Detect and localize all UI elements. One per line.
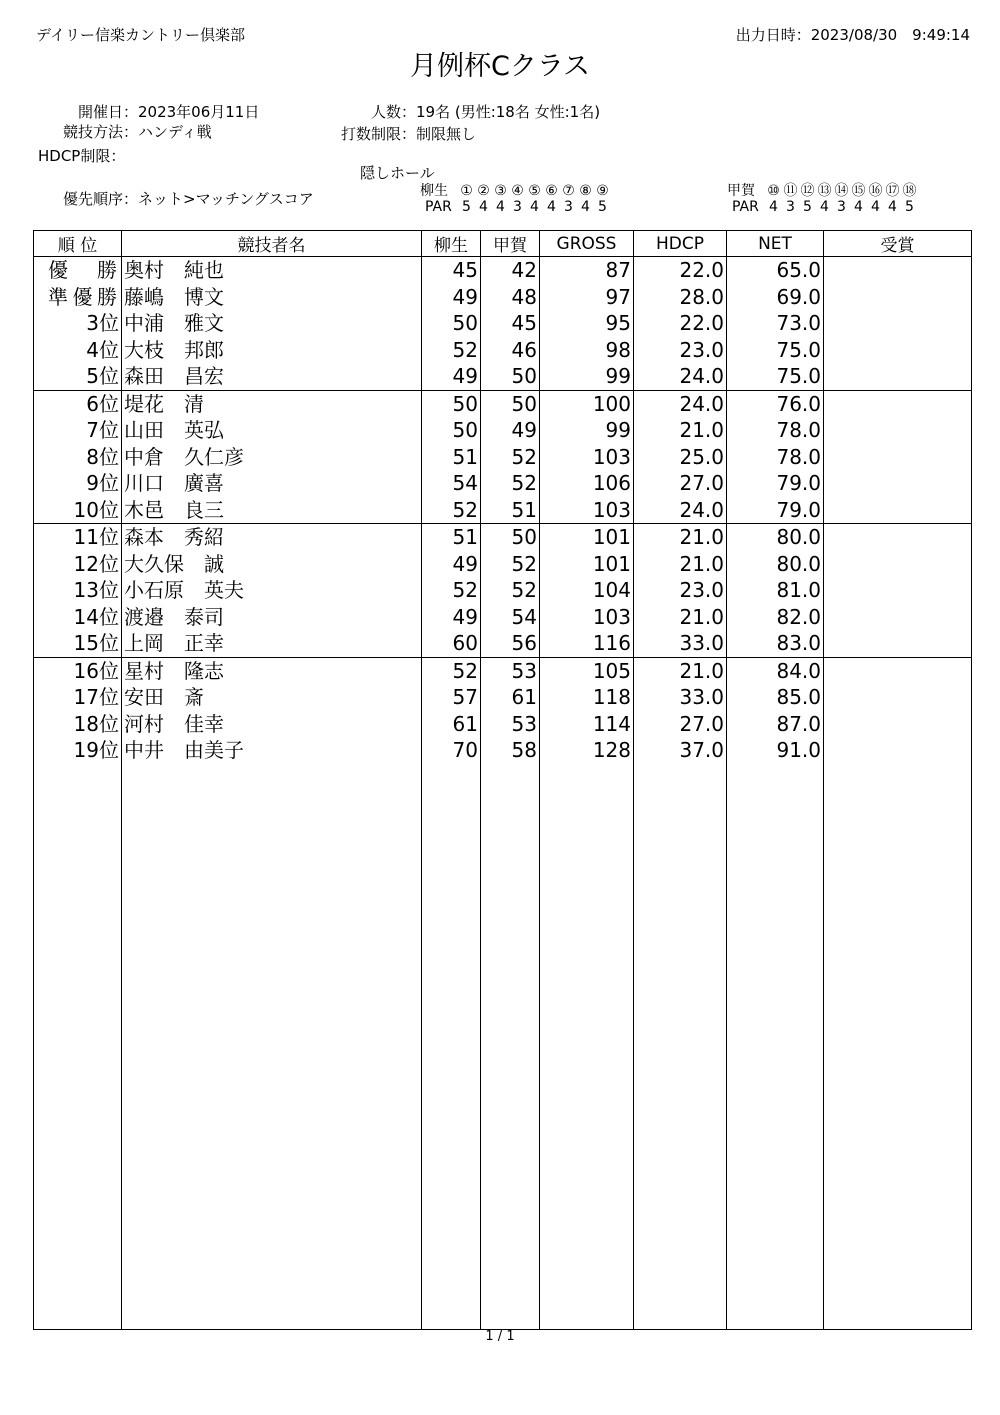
cell-hdcp: 22.0 (634, 257, 727, 284)
printed-timestamp: 出力日時：2023/08/30 9:49:14 (735, 26, 970, 44)
col-header-in: 甲賀 (481, 231, 540, 257)
cell-in: 42 (481, 257, 540, 284)
players-value: 19名 (男性:18名 女性:1名) (416, 103, 601, 121)
cell-name: 上岡 正幸 (122, 630, 422, 657)
cell-out: 52 (422, 337, 481, 364)
course-name: 甲賀 (727, 183, 755, 199)
cell-gross: 103 (540, 444, 634, 471)
hole-number: ⑮ (851, 183, 866, 199)
hole-number: ① (460, 183, 473, 199)
cell-award (824, 630, 972, 657)
par-value: 3 (564, 199, 573, 215)
table-row (34, 497, 972, 524)
date-label: 開催日： (77, 103, 138, 121)
cell-net: 79.0 (727, 470, 824, 497)
cell-rank: 13位 (34, 577, 122, 604)
empty-cell (824, 764, 972, 1330)
cell-gross: 114 (540, 711, 634, 738)
table-row (34, 684, 972, 711)
par-value: 5 (598, 199, 607, 215)
cell-in: 52 (481, 444, 540, 471)
cell-gross: 101 (540, 524, 634, 551)
priority-info (40, 188, 314, 209)
par-value: 3 (837, 199, 846, 215)
col-header-name: 競技者名 (122, 231, 422, 257)
cell-name: 奥村 純也 (122, 257, 422, 284)
cell-hdcp: 23.0 (634, 577, 727, 604)
cell-net: 85.0 (727, 684, 824, 711)
cell-in: 50 (481, 390, 540, 417)
cell-award (824, 657, 972, 684)
cell-hdcp: 24.0 (634, 497, 727, 524)
cell-out: 60 (422, 630, 481, 657)
hole-number: ⑭ (834, 183, 849, 199)
table-row (34, 257, 972, 284)
cell-name: 川口 廣喜 (122, 470, 422, 497)
course-in-pars (727, 199, 918, 215)
hole-number: ③ (494, 183, 507, 199)
cell-in: 53 (481, 657, 540, 684)
table-row (34, 630, 972, 657)
hole-number: ⑯ (868, 183, 883, 199)
course-out-pars (420, 199, 611, 215)
table-row (34, 363, 972, 390)
col-header-gross: GROSS (540, 231, 634, 257)
cell-award (824, 497, 972, 524)
cell-hdcp: 27.0 (634, 711, 727, 738)
method-info (40, 121, 212, 142)
par-value: 5 (462, 199, 471, 215)
cell-rank: 準優勝 (34, 284, 122, 311)
cell-award (824, 417, 972, 444)
cell-hdcp: 21.0 (634, 524, 727, 551)
cell-hdcp: 21.0 (634, 551, 727, 578)
cell-name: 大久保 誠 (122, 551, 422, 578)
cell-rank: 優 勝 (34, 257, 122, 284)
cell-name: 渡邉 泰司 (122, 604, 422, 631)
table-row (34, 551, 972, 578)
par-value: 3 (786, 199, 795, 215)
cell-gross: 103 (540, 497, 634, 524)
empty-cell (634, 764, 727, 1330)
cell-in: 54 (481, 604, 540, 631)
limit-label: 打数制限： (340, 125, 416, 143)
cell-net: 69.0 (727, 284, 824, 311)
hole-number: ⑥ (545, 183, 558, 199)
page-number: 1 / 1 (485, 1329, 515, 1344)
cell-name: 山田 英弘 (122, 417, 422, 444)
cell-rank: 17位 (34, 684, 122, 711)
table-row (34, 390, 972, 417)
cell-out: 52 (422, 577, 481, 604)
hole-number: ⑪ (783, 183, 798, 199)
course-name: 柳生 (420, 183, 448, 199)
hole-number: ⑫ (800, 183, 815, 199)
cell-hdcp: 27.0 (634, 470, 727, 497)
cell-hdcp: 33.0 (634, 630, 727, 657)
priority-value: ネット>マッチングスコア (138, 190, 314, 208)
cell-gross: 106 (540, 470, 634, 497)
par-label: PAR (425, 199, 452, 215)
cell-out: 51 (422, 444, 481, 471)
cell-in: 61 (481, 684, 540, 711)
col-header-rank: 順 位 (34, 231, 122, 257)
cell-gross: 95 (540, 310, 634, 337)
cell-net: 80.0 (727, 551, 824, 578)
cell-out: 45 (422, 257, 481, 284)
table-row (34, 711, 972, 738)
cell-gross: 118 (540, 684, 634, 711)
par-value: 4 (871, 199, 880, 215)
par-value: 4 (581, 199, 590, 215)
table-row (34, 577, 972, 604)
col-header-out: 柳生 (422, 231, 481, 257)
cell-name: 安田 斎 (122, 684, 422, 711)
cell-hdcp: 22.0 (634, 310, 727, 337)
empty-cell (540, 764, 634, 1330)
cell-award (824, 257, 972, 284)
limit-value: 制限無し (416, 125, 477, 143)
cell-rank: 16位 (34, 657, 122, 684)
cell-gross: 128 (540, 737, 634, 764)
table-header-row (34, 231, 972, 257)
cell-net: 78.0 (727, 417, 824, 444)
cell-in: 58 (481, 737, 540, 764)
cell-out: 70 (422, 737, 481, 764)
cell-out: 49 (422, 551, 481, 578)
cell-name: 中倉 久仁彦 (122, 444, 422, 471)
cell-gross: 103 (540, 604, 634, 631)
cell-net: 73.0 (727, 310, 824, 337)
limit-info (316, 123, 476, 144)
hole-number: ⑨ (596, 183, 609, 199)
cell-in: 49 (481, 417, 540, 444)
course-out-holes (420, 180, 611, 200)
cell-out: 49 (422, 284, 481, 311)
par-value: 5 (905, 199, 914, 215)
cell-award (824, 524, 972, 551)
table-filler-row (34, 764, 972, 1330)
par-value: 4 (479, 199, 488, 215)
cell-in: 50 (481, 363, 540, 390)
empty-cell (422, 764, 481, 1330)
par-value: 4 (530, 199, 539, 215)
par-value: 5 (803, 199, 812, 215)
cell-out: 52 (422, 497, 481, 524)
cell-in: 52 (481, 577, 540, 604)
cell-rank: 6位 (34, 390, 122, 417)
cell-name: 大枝 邦郎 (122, 337, 422, 364)
cell-net: 76.0 (727, 390, 824, 417)
page-title: 月例杯Cクラス (409, 51, 591, 82)
cell-name: 森田 昌宏 (122, 363, 422, 390)
cell-in: 51 (481, 497, 540, 524)
method-value: ハンディ戦 (138, 123, 212, 141)
cell-name: 藤嶋 博文 (122, 284, 422, 311)
cell-hdcp: 21.0 (634, 417, 727, 444)
col-header-hdcp: HDCP (634, 231, 727, 257)
par-value: 4 (854, 199, 863, 215)
par-value: 4 (547, 199, 556, 215)
cell-out: 50 (422, 310, 481, 337)
cell-award (824, 337, 972, 364)
cell-name: 中浦 雅文 (122, 310, 422, 337)
cell-rank: 14位 (34, 604, 122, 631)
hole-number: ⑧ (579, 183, 592, 199)
date-info (40, 101, 259, 122)
cell-rank: 12位 (34, 551, 122, 578)
cell-gross: 105 (540, 657, 634, 684)
cell-award (824, 604, 972, 631)
cell-in: 52 (481, 470, 540, 497)
cell-net: 65.0 (727, 257, 824, 284)
cell-in: 45 (481, 310, 540, 337)
par-value: 4 (820, 199, 829, 215)
table-row (34, 284, 972, 311)
cell-name: 河村 佳幸 (122, 711, 422, 738)
empty-cell (122, 764, 422, 1330)
cell-hdcp: 24.0 (634, 390, 727, 417)
cell-award (824, 390, 972, 417)
hole-number: ⑦ (562, 183, 575, 199)
cell-name: 堤花 清 (122, 390, 422, 417)
cell-out: 61 (422, 711, 481, 738)
cell-in: 46 (481, 337, 540, 364)
table-row (34, 524, 972, 551)
cell-in: 48 (481, 284, 540, 311)
cell-rank: 18位 (34, 711, 122, 738)
cell-name: 小石原 英夫 (122, 577, 422, 604)
cell-rank: 7位 (34, 417, 122, 444)
method-label: 競技方法： (62, 123, 138, 141)
players-info (340, 101, 600, 122)
par-value: 4 (888, 199, 897, 215)
table-row (34, 310, 972, 337)
players-label: 人数： (370, 103, 416, 121)
cell-rank: 4位 (34, 337, 122, 364)
cell-net: 91.0 (727, 737, 824, 764)
cell-hdcp: 23.0 (634, 337, 727, 364)
cell-net: 75.0 (727, 363, 824, 390)
empty-cell (727, 764, 824, 1330)
cell-name: 森本 秀紹 (122, 524, 422, 551)
table-row (34, 657, 972, 684)
par-value: 4 (496, 199, 505, 215)
cell-award (824, 363, 972, 390)
cell-gross: 99 (540, 417, 634, 444)
cell-name: 木邑 良三 (122, 497, 422, 524)
cell-rank: 19位 (34, 737, 122, 764)
table-row (34, 337, 972, 364)
hole-number: ⑤ (528, 183, 541, 199)
cell-hdcp: 24.0 (634, 363, 727, 390)
cell-rank: 11位 (34, 524, 122, 551)
cell-award (824, 577, 972, 604)
cell-gross: 116 (540, 630, 634, 657)
hole-number: ⑰ (885, 183, 900, 199)
cell-award (824, 551, 972, 578)
cell-rank: 5位 (34, 363, 122, 390)
table-row (34, 604, 972, 631)
cell-hdcp: 28.0 (634, 284, 727, 311)
cell-gross: 100 (540, 390, 634, 417)
cell-net: 80.0 (727, 524, 824, 551)
cell-gross: 98 (540, 337, 634, 364)
cell-gross: 97 (540, 284, 634, 311)
par-label: PAR (732, 199, 759, 215)
cell-net: 87.0 (727, 711, 824, 738)
cell-in: 53 (481, 711, 540, 738)
hidden-holes-label: 隠しホール (360, 164, 435, 182)
cell-gross: 87 (540, 257, 634, 284)
table-row (34, 470, 972, 497)
cell-net: 78.0 (727, 444, 824, 471)
table-row (34, 444, 972, 471)
cell-net: 84.0 (727, 657, 824, 684)
cell-net: 83.0 (727, 630, 824, 657)
table-row (34, 737, 972, 764)
hole-number: ⑬ (817, 183, 832, 199)
cell-hdcp: 33.0 (634, 684, 727, 711)
priority-label: 優先順序： (62, 190, 138, 208)
cell-out: 50 (422, 390, 481, 417)
table-row (34, 417, 972, 444)
cell-net: 75.0 (727, 337, 824, 364)
cell-rank: 15位 (34, 630, 122, 657)
par-value: 3 (513, 199, 522, 215)
cell-gross: 99 (540, 363, 634, 390)
cell-award (824, 684, 972, 711)
par-value: 4 (769, 199, 778, 215)
cell-rank: 8位 (34, 444, 122, 471)
cell-net: 79.0 (727, 497, 824, 524)
hole-number: ② (477, 183, 490, 199)
course-in-holes (727, 180, 918, 200)
cell-rank: 10位 (34, 497, 122, 524)
cell-award (824, 444, 972, 471)
hdcp-limit-label: HDCP制限： (38, 147, 126, 165)
cell-out: 49 (422, 604, 481, 631)
cell-net: 81.0 (727, 577, 824, 604)
cell-award (824, 284, 972, 311)
cell-rank: 3位 (34, 310, 122, 337)
cell-out: 54 (422, 470, 481, 497)
cell-name: 中井 由美子 (122, 737, 422, 764)
cell-out: 51 (422, 524, 481, 551)
cell-in: 52 (481, 551, 540, 578)
empty-cell (481, 764, 540, 1330)
hole-number: ④ (511, 183, 524, 199)
cell-award (824, 470, 972, 497)
cell-hdcp: 21.0 (634, 657, 727, 684)
empty-cell (34, 764, 122, 1330)
col-header-award: 受賞 (824, 231, 972, 257)
hole-number: ⑩ (767, 183, 780, 199)
cell-in: 56 (481, 630, 540, 657)
club-name: デイリー信楽カントリー倶楽部 (36, 26, 245, 44)
cell-award (824, 310, 972, 337)
cell-gross: 101 (540, 551, 634, 578)
cell-rank: 9位 (34, 470, 122, 497)
cell-net: 82.0 (727, 604, 824, 631)
cell-hdcp: 21.0 (634, 604, 727, 631)
cell-hdcp: 25.0 (634, 444, 727, 471)
cell-gross: 104 (540, 577, 634, 604)
cell-award (824, 711, 972, 738)
cell-out: 50 (422, 417, 481, 444)
col-header-net: NET (727, 231, 824, 257)
cell-in: 50 (481, 524, 540, 551)
cell-hdcp: 37.0 (634, 737, 727, 764)
cell-name: 星村 隆志 (122, 657, 422, 684)
cell-out: 52 (422, 657, 481, 684)
cell-award (824, 737, 972, 764)
cell-out: 57 (422, 684, 481, 711)
results-table (33, 230, 972, 1330)
hole-number: ⑱ (902, 183, 917, 199)
cell-out: 49 (422, 363, 481, 390)
date-value: 2023年06月11日 (138, 103, 260, 121)
